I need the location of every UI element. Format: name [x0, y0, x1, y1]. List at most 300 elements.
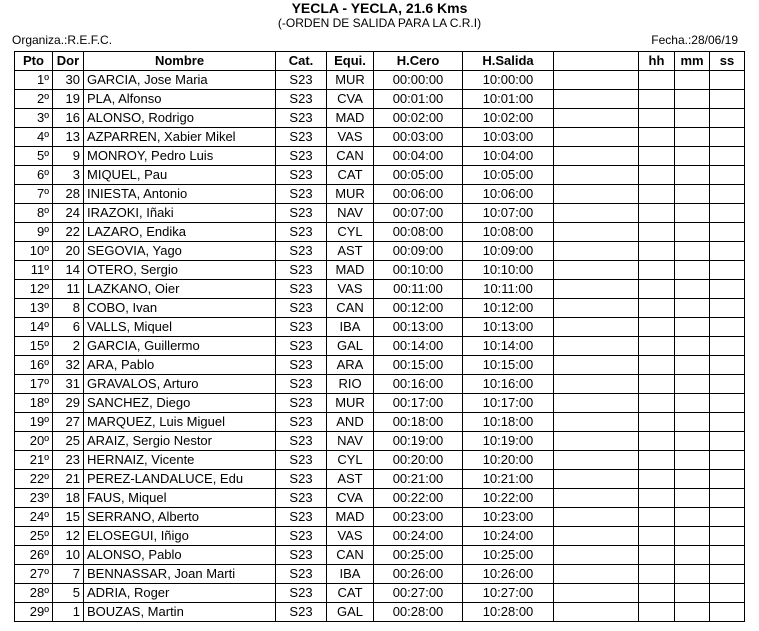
cell-hcero: 00:21:00: [374, 470, 463, 489]
cell-hcero: 00:14:00: [374, 337, 463, 356]
cell-mm: [675, 470, 710, 489]
col-mm-header: mm: [675, 52, 710, 71]
cell-blank: [554, 166, 639, 185]
cell-hcero: 00:19:00: [374, 432, 463, 451]
cell-mm: [675, 451, 710, 470]
cell-dor: 23: [53, 451, 84, 470]
cell-pto: 23º: [15, 489, 53, 508]
date-label: Fecha.:28/06/19: [651, 33, 738, 47]
cell-dor: 7: [53, 565, 84, 584]
cell-cat: S23: [276, 432, 327, 451]
cell-dor: 21: [53, 470, 84, 489]
table-row: [15, 204, 745, 223]
cell-blank: [554, 432, 639, 451]
cell-dor: 24: [53, 204, 84, 223]
cell-cat: S23: [276, 318, 327, 337]
cell-hh: [639, 565, 675, 584]
cell-pto: 22º: [15, 470, 53, 489]
cell-mm: [675, 489, 710, 508]
cell-hcero: 00:08:00: [374, 223, 463, 242]
cell-nombre: ADRIA, Roger: [84, 584, 276, 603]
cell-equi: MAD: [327, 109, 374, 128]
cell-ss: [710, 204, 745, 223]
cell-hsalida: 10:15:00: [463, 356, 554, 375]
cell-dor: 29: [53, 394, 84, 413]
cell-equi: VAS: [327, 128, 374, 147]
cell-cat: S23: [276, 337, 327, 356]
cell-nombre: AZPARREN, Xabier Mikel: [84, 128, 276, 147]
cell-blank: [554, 109, 639, 128]
cell-mm: [675, 432, 710, 451]
cell-nombre: HERNAIZ, Vicente: [84, 451, 276, 470]
cell-pto: 24º: [15, 508, 53, 527]
cell-nombre: MIQUEL, Pau: [84, 166, 276, 185]
cell-blank: [554, 299, 639, 318]
table-row: [15, 603, 745, 622]
cell-equi: CVA: [327, 90, 374, 109]
table-row: [15, 432, 745, 451]
cell-equi: MAD: [327, 508, 374, 527]
cell-pto: 18º: [15, 394, 53, 413]
cell-hsalida: 10:10:00: [463, 261, 554, 280]
cell-mm: [675, 185, 710, 204]
cell-hsalida: 10:09:00: [463, 242, 554, 261]
cell-hsalida: 10:02:00: [463, 109, 554, 128]
cell-nombre: LAZKANO, Oier: [84, 280, 276, 299]
cell-cat: S23: [276, 185, 327, 204]
cell-blank: [554, 261, 639, 280]
cell-equi: CYL: [327, 223, 374, 242]
cell-cat: S23: [276, 90, 327, 109]
cell-ss: [710, 299, 745, 318]
cell-ss: [710, 432, 745, 451]
cell-hh: [639, 185, 675, 204]
cell-hh: [639, 356, 675, 375]
cell-hcero: 00:23:00: [374, 508, 463, 527]
start-order-table: [14, 51, 745, 622]
cell-equi: VAS: [327, 527, 374, 546]
cell-blank: [554, 394, 639, 413]
cell-hsalida: 10:22:00: [463, 489, 554, 508]
cell-equi: AST: [327, 470, 374, 489]
cell-hh: [639, 90, 675, 109]
cell-hcero: 00:24:00: [374, 527, 463, 546]
cell-hsalida: 10:05:00: [463, 166, 554, 185]
cell-pto: 1º: [15, 71, 53, 90]
cell-nombre: BOUZAS, Martin: [84, 603, 276, 622]
col-pto-header: Pto: [15, 52, 53, 71]
cell-hh: [639, 280, 675, 299]
cell-blank: [554, 223, 639, 242]
table-row: [15, 584, 745, 603]
cell-mm: [675, 527, 710, 546]
cell-blank: [554, 147, 639, 166]
cell-pto: 17º: [15, 375, 53, 394]
cell-blank: [554, 375, 639, 394]
cell-hh: [639, 451, 675, 470]
cell-hsalida: 10:23:00: [463, 508, 554, 527]
document-title: YECLA - YECLA, 21.6 Kms: [291, 0, 468, 16]
cell-ss: [710, 603, 745, 622]
col-cat-header: Cat.: [276, 52, 327, 71]
cell-pto: 12º: [15, 280, 53, 299]
cell-cat: S23: [276, 299, 327, 318]
cell-equi: MAD: [327, 261, 374, 280]
cell-blank: [554, 280, 639, 299]
cell-hcero: 00:18:00: [374, 413, 463, 432]
cell-dor: 32: [53, 356, 84, 375]
cell-pto: 27º: [15, 565, 53, 584]
cell-mm: [675, 71, 710, 90]
cell-ss: [710, 185, 745, 204]
cell-hsalida: 10:27:00: [463, 584, 554, 603]
cell-cat: S23: [276, 128, 327, 147]
table-row: [15, 375, 745, 394]
cell-hsalida: 10:07:00: [463, 204, 554, 223]
cell-dor: 1: [53, 603, 84, 622]
cell-cat: S23: [276, 527, 327, 546]
cell-blank: [554, 71, 639, 90]
cell-blank: [554, 508, 639, 527]
cell-equi: CAN: [327, 147, 374, 166]
cell-hh: [639, 584, 675, 603]
cell-hh: [639, 470, 675, 489]
cell-pto: 2º: [15, 90, 53, 109]
cell-hcero: 00:27:00: [374, 584, 463, 603]
cell-blank: [554, 584, 639, 603]
cell-dor: 5: [53, 584, 84, 603]
cell-dor: 22: [53, 223, 84, 242]
table-row: [15, 318, 745, 337]
cell-cat: S23: [276, 470, 327, 489]
cell-nombre: SERRANO, Alberto: [84, 508, 276, 527]
cell-dor: 20: [53, 242, 84, 261]
cell-dor: 11: [53, 280, 84, 299]
document-subtitle: (-ORDEN DE SALIDA PARA LA C.R.I): [277, 16, 482, 30]
cell-pto: 29º: [15, 603, 53, 622]
cell-ss: [710, 565, 745, 584]
cell-ss: [710, 489, 745, 508]
cell-ss: [710, 90, 745, 109]
cell-equi: GAL: [327, 337, 374, 356]
table-row: [15, 261, 745, 280]
cell-pto: 6º: [15, 166, 53, 185]
cell-cat: S23: [276, 280, 327, 299]
cell-ss: [710, 109, 745, 128]
cell-hcero: 00:20:00: [374, 451, 463, 470]
cell-equi: CAN: [327, 546, 374, 565]
table-row: [15, 280, 745, 299]
cell-equi: MUR: [327, 185, 374, 204]
table-row: [15, 242, 745, 261]
cell-mm: [675, 147, 710, 166]
cell-hsalida: 10:24:00: [463, 527, 554, 546]
cell-cat: S23: [276, 109, 327, 128]
cell-blank: [554, 128, 639, 147]
cell-hcero: 00:04:00: [374, 147, 463, 166]
cell-hsalida: 10:26:00: [463, 565, 554, 584]
table-row: [15, 565, 745, 584]
cell-equi: CAN: [327, 299, 374, 318]
cell-blank: [554, 90, 639, 109]
cell-hh: [639, 318, 675, 337]
cell-pto: 26º: [15, 546, 53, 565]
cell-cat: S23: [276, 565, 327, 584]
cell-hh: [639, 204, 675, 223]
cell-blank: [554, 318, 639, 337]
cell-hsalida: 10:16:00: [463, 375, 554, 394]
cell-nombre: INIESTA, Antonio: [84, 185, 276, 204]
table-row: [15, 185, 745, 204]
cell-dor: 13: [53, 128, 84, 147]
cell-cat: S23: [276, 242, 327, 261]
cell-cat: S23: [276, 261, 327, 280]
cell-hcero: 00:06:00: [374, 185, 463, 204]
cell-nombre: COBO, Ivan: [84, 299, 276, 318]
cell-ss: [710, 223, 745, 242]
cell-hcero: 00:12:00: [374, 299, 463, 318]
cell-hcero: 00:17:00: [374, 394, 463, 413]
cell-dor: 8: [53, 299, 84, 318]
cell-blank: [554, 204, 639, 223]
cell-nombre: MONROY, Pedro Luis: [84, 147, 276, 166]
cell-hcero: 00:13:00: [374, 318, 463, 337]
table-row: [15, 71, 745, 90]
cell-cat: S23: [276, 375, 327, 394]
table-row: [15, 413, 745, 432]
cell-mm: [675, 280, 710, 299]
cell-cat: S23: [276, 489, 327, 508]
cell-ss: [710, 584, 745, 603]
cell-dor: 2: [53, 337, 84, 356]
col-dor-header: Dor: [53, 52, 84, 71]
cell-blank: [554, 185, 639, 204]
cell-hsalida: 10:17:00: [463, 394, 554, 413]
cell-hh: [639, 508, 675, 527]
cell-equi: GAL: [327, 603, 374, 622]
cell-dor: 27: [53, 413, 84, 432]
cell-hcero: 00:03:00: [374, 128, 463, 147]
cell-ss: [710, 166, 745, 185]
cell-pto: 15º: [15, 337, 53, 356]
cell-nombre: BENNASSAR, Joan Marti: [84, 565, 276, 584]
cell-blank: [554, 546, 639, 565]
cell-hsalida: 10:04:00: [463, 147, 554, 166]
organizer-label: Organiza.:R.E.F.C.: [12, 33, 113, 47]
cell-nombre: ARA, Pablo: [84, 356, 276, 375]
table-row: [15, 147, 745, 166]
cell-ss: [710, 394, 745, 413]
cell-dor: 14: [53, 261, 84, 280]
cell-dor: 15: [53, 508, 84, 527]
cell-hh: [639, 546, 675, 565]
cell-nombre: ALONSO, Pablo: [84, 546, 276, 565]
cell-nombre: IRAZOKI, Iñaki: [84, 204, 276, 223]
cell-hsalida: 10:03:00: [463, 128, 554, 147]
cell-hsalida: 10:08:00: [463, 223, 554, 242]
cell-nombre: SANCHEZ, Diego: [84, 394, 276, 413]
cell-hsalida: 10:06:00: [463, 185, 554, 204]
table-header-row: [15, 52, 745, 71]
cell-hcero: 00:15:00: [374, 356, 463, 375]
cell-hsalida: 10:11:00: [463, 280, 554, 299]
cell-dor: 18: [53, 489, 84, 508]
cell-nombre: GARCIA, Jose Maria: [84, 71, 276, 90]
cell-ss: [710, 527, 745, 546]
cell-mm: [675, 565, 710, 584]
cell-dor: 12: [53, 527, 84, 546]
cell-hh: [639, 223, 675, 242]
cell-hsalida: 10:18:00: [463, 413, 554, 432]
cell-mm: [675, 508, 710, 527]
cell-pto: 13º: [15, 299, 53, 318]
cell-nombre: GRAVALOS, Arturo: [84, 375, 276, 394]
table-row: [15, 109, 745, 128]
cell-ss: [710, 451, 745, 470]
cell-pto: 19º: [15, 413, 53, 432]
cell-blank: [554, 413, 639, 432]
cell-blank: [554, 470, 639, 489]
cell-equi: IBA: [327, 318, 374, 337]
table-row: [15, 451, 745, 470]
cell-hh: [639, 261, 675, 280]
cell-hcero: 00:10:00: [374, 261, 463, 280]
table-row: [15, 508, 745, 527]
cell-blank: [554, 337, 639, 356]
cell-dor: 16: [53, 109, 84, 128]
cell-cat: S23: [276, 603, 327, 622]
cell-dor: 30: [53, 71, 84, 90]
cell-hh: [639, 166, 675, 185]
cell-hsalida: 10:12:00: [463, 299, 554, 318]
cell-equi: AND: [327, 413, 374, 432]
cell-hsalida: 10:25:00: [463, 546, 554, 565]
cell-hh: [639, 394, 675, 413]
cell-mm: [675, 584, 710, 603]
cell-ss: [710, 470, 745, 489]
cell-mm: [675, 242, 710, 261]
cell-cat: S23: [276, 508, 327, 527]
cell-cat: S23: [276, 223, 327, 242]
cell-mm: [675, 261, 710, 280]
cell-nombre: VALLS, Miquel: [84, 318, 276, 337]
cell-cat: S23: [276, 147, 327, 166]
cell-hh: [639, 603, 675, 622]
cell-equi: AST: [327, 242, 374, 261]
cell-hh: [639, 147, 675, 166]
cell-dor: 6: [53, 318, 84, 337]
cell-ss: [710, 242, 745, 261]
cell-hcero: 00:00:00: [374, 71, 463, 90]
cell-hcero: 00:01:00: [374, 90, 463, 109]
cell-hcero: 00:16:00: [374, 375, 463, 394]
cell-pto: 25º: [15, 527, 53, 546]
cell-equi: CYL: [327, 451, 374, 470]
table-row: [15, 356, 745, 375]
cell-mm: [675, 356, 710, 375]
cell-nombre: SEGOVIA, Yago: [84, 242, 276, 261]
cell-pto: 20º: [15, 432, 53, 451]
cell-blank: [554, 242, 639, 261]
cell-ss: [710, 280, 745, 299]
cell-pto: 21º: [15, 451, 53, 470]
cell-mm: [675, 128, 710, 147]
cell-cat: S23: [276, 356, 327, 375]
table-row: [15, 223, 745, 242]
cell-cat: S23: [276, 71, 327, 90]
cell-hcero: 00:26:00: [374, 565, 463, 584]
cell-cat: S23: [276, 166, 327, 185]
cell-hcero: 00:22:00: [374, 489, 463, 508]
col-hsalida-header: H.Salida: [463, 52, 554, 71]
table-row: [15, 470, 745, 489]
table-row: [15, 90, 745, 109]
cell-blank: [554, 603, 639, 622]
cell-ss: [710, 337, 745, 356]
col-equi-header: Equi.: [327, 52, 374, 71]
cell-mm: [675, 204, 710, 223]
cell-hh: [639, 299, 675, 318]
cell-hcero: 00:09:00: [374, 242, 463, 261]
cell-mm: [675, 223, 710, 242]
table-row: [15, 527, 745, 546]
cell-hh: [639, 527, 675, 546]
cell-pto: 8º: [15, 204, 53, 223]
cell-nombre: ELOSEGUI, Iñigo: [84, 527, 276, 546]
cell-pto: 3º: [15, 109, 53, 128]
cell-nombre: GARCIA, Guillermo: [84, 337, 276, 356]
cell-mm: [675, 166, 710, 185]
cell-equi: CAT: [327, 166, 374, 185]
cell-hh: [639, 109, 675, 128]
cell-nombre: MARQUEZ, Luis Miguel: [84, 413, 276, 432]
cell-blank: [554, 356, 639, 375]
cell-cat: S23: [276, 413, 327, 432]
cell-equi: NAV: [327, 204, 374, 223]
cell-hsalida: 10:20:00: [463, 451, 554, 470]
cell-hsalida: 10:19:00: [463, 432, 554, 451]
cell-mm: [675, 394, 710, 413]
cell-nombre: PEREZ-LANDALUCE, Edu: [84, 470, 276, 489]
cell-equi: MUR: [327, 71, 374, 90]
cell-cat: S23: [276, 584, 327, 603]
cell-pto: 9º: [15, 223, 53, 242]
cell-hcero: 00:07:00: [374, 204, 463, 223]
cell-blank: [554, 489, 639, 508]
cell-hh: [639, 337, 675, 356]
cell-hsalida: 10:00:00: [463, 71, 554, 90]
cell-hsalida: 10:21:00: [463, 470, 554, 489]
cell-pto: 14º: [15, 318, 53, 337]
cell-ss: [710, 356, 745, 375]
col-blank-header: [554, 52, 639, 71]
cell-ss: [710, 413, 745, 432]
cell-mm: [675, 90, 710, 109]
table-row: [15, 546, 745, 565]
cell-equi: CAT: [327, 584, 374, 603]
cell-ss: [710, 147, 745, 166]
cell-pto: 28º: [15, 584, 53, 603]
cell-nombre: FAUS, Miquel: [84, 489, 276, 508]
cell-hsalida: 10:01:00: [463, 90, 554, 109]
cell-ss: [710, 508, 745, 527]
cell-blank: [554, 565, 639, 584]
cell-dor: 19: [53, 90, 84, 109]
cell-pto: 4º: [15, 128, 53, 147]
cell-cat: S23: [276, 546, 327, 565]
cell-pto: 7º: [15, 185, 53, 204]
cell-dor: 3: [53, 166, 84, 185]
